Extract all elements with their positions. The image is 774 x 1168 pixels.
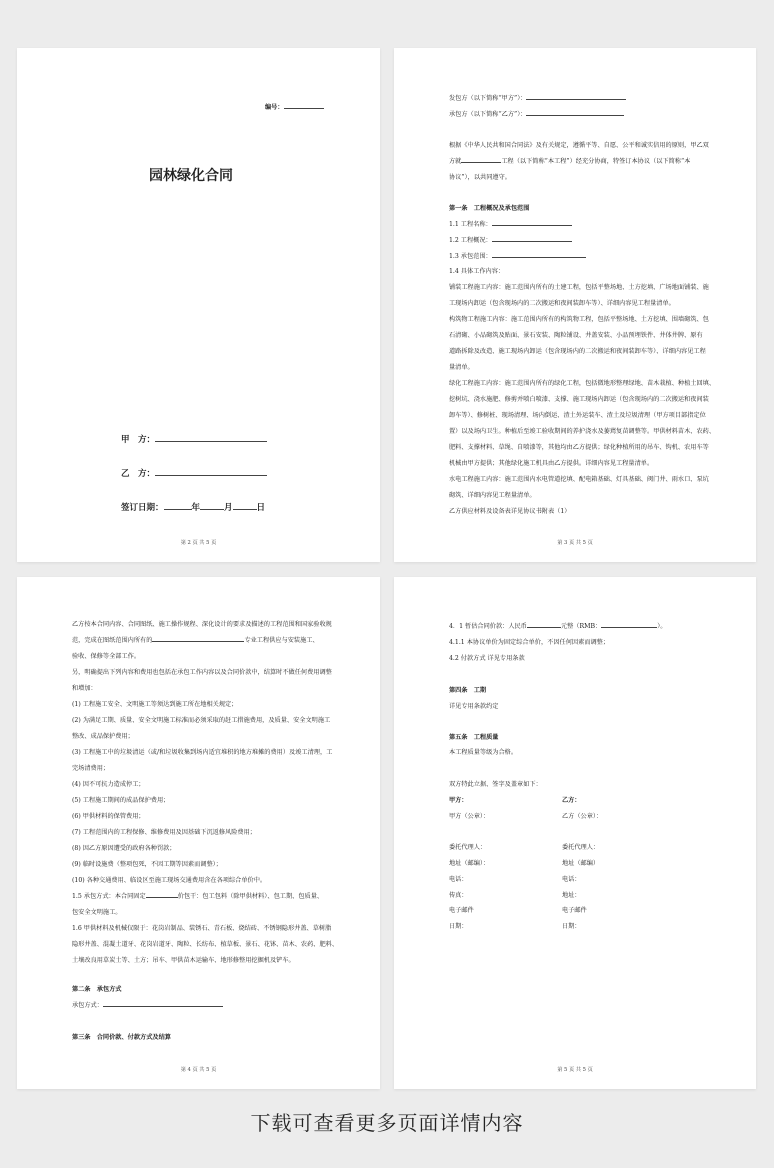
party-b-field: 电话：: [562, 876, 581, 883]
included-item: (7) 工程范围内的工程保修、维修费用及因基础下沉返修风险费用；: [72, 829, 256, 836]
employer-row: [449, 93, 626, 102]
item-1-2-row: [449, 235, 572, 244]
contractor-label: 承包方（以下简称“乙方”）：: [449, 111, 527, 118]
party-a-field: 日期：: [449, 923, 468, 930]
included-item: (6) 甲供材料的保管费用；: [72, 813, 145, 820]
page-3-footer: 第 3 页 共 5 页: [557, 540, 593, 546]
article-4-body: 详见专用条款约定: [449, 703, 499, 710]
party-b-heading: 乙方：: [562, 797, 581, 804]
party-b-blank: [155, 475, 267, 476]
party-b-field: 地址：: [562, 892, 581, 899]
contract-number-blank: [284, 108, 324, 109]
item-1-6-line: 1.6 甲供材料及机械仅限于：花岗岩制品、装锈石、青石板、烧结砖、不锈钢隐形井盖、草树脂: [72, 925, 332, 932]
sign-intro: 双方特此立据、签字及盖章如下：: [449, 781, 542, 788]
paving-line: 工现场内卸运（包含现场内的二次搬运和夜间装卸车等）、详细内容见工程量清单。: [449, 300, 675, 307]
scope-line: 乙方按本合同内容、合同图纸、施工操作规程、深化设计的要求及描述的工程范围和国家验收规: [72, 621, 332, 628]
included-line: 和增加：: [72, 685, 97, 692]
included-item: 完场清费用；: [72, 765, 110, 772]
employer-blank: [526, 99, 626, 100]
article-3-title: 第三条 合同价款、付款方式及结算: [72, 1034, 171, 1041]
party-a-row: [121, 433, 267, 445]
preamble-2b: 工程（以下简称“本工程”）经充分协商，特签订本协议（以下简称“本: [501, 158, 691, 165]
supply-line: 乙方供应材料及设备表详见协议书附表（1）: [449, 508, 571, 515]
item-1-1-blank: [492, 225, 572, 226]
party-b-field: 日期：: [562, 923, 581, 930]
item-1-1-label: 1.1 工程名称：: [449, 221, 492, 228]
item-4-1-line: [449, 621, 666, 630]
item-1-5-line: [72, 891, 323, 900]
contractor-row: [449, 109, 624, 118]
structure-line: 道路拆除及改造、施工现场内卸运（包含现场内的二次搬运和夜间装卸车等）、详细内容见工程: [449, 348, 706, 355]
year-blank: [164, 509, 192, 510]
party-b-row: [121, 467, 267, 479]
contract-title: 园林绿化合同: [149, 168, 233, 184]
item-1-1-row: [449, 219, 572, 228]
scope-line: [72, 635, 319, 644]
party-a-heading: 甲方：: [449, 797, 468, 804]
preamble-line-3: 协议”），以共同遵守。: [449, 174, 511, 181]
greening-line: 挖树坑、浇水施肥、修剪并喷白喷漆、支撑、施工现场内卸运（包含现场内的二次搬运和夜间装: [449, 396, 709, 403]
greening-line: 卸车等）、修树桩、现场清理、场内倒运、渣土外运装车、渣土及垃圾清理（甲方项目部指定位: [449, 412, 706, 419]
sign-date-label: 签订日期：: [121, 503, 164, 513]
included-item: (1) 工程施工安全、文明施工等须达到施工所在地相关规定；: [72, 701, 238, 708]
item-1-2-label: 1.2 工程概况：: [449, 237, 492, 244]
included-item: (9) 临时设施费（整项包死，不因工期等因素而调整）；: [72, 861, 222, 868]
item-1-6-line: 土壤改良用草炭土等、土方；吊车、甲供苗木运输车、地形修整用挖掘机及铲车。: [72, 957, 295, 964]
amount-rmb-blank: [601, 627, 657, 628]
included-item: (10) 各种交通费用、临设区至施工现场交通费用含在各项综合单价中。: [72, 877, 267, 884]
page-5: [394, 577, 756, 1089]
sign-date-row: [121, 501, 265, 513]
party-b-field: 地址（邮编）: [562, 860, 600, 867]
contractor-blank: [526, 115, 624, 116]
article-5-body: 本工程质量等级为合格。: [449, 749, 518, 756]
article-5-title: 第五条 工程质量: [449, 734, 499, 741]
included-item: (2) 为满足工期、质量、安全文明施工标准而必须采取的赶工措施费用，及质量、安全文明施工: [72, 717, 331, 724]
included-item: 整改、成品保护费用；: [72, 733, 134, 740]
party-a-blank: [155, 441, 267, 442]
included-item: (5) 工程施工期间的成品保护费用；: [72, 797, 170, 804]
party-a-field: 委托代理人：: [449, 844, 487, 851]
item-4-2: 4.2 付款方式 详见专用条款: [449, 655, 525, 662]
contract-method-row: [72, 1000, 223, 1009]
water-line: 砌筑、详细内容见工程量清单。: [449, 492, 536, 499]
contract-number-row: [265, 105, 324, 111]
amount-cn-blank: [527, 627, 561, 628]
preamble-line-1: 根据《中华人民共和国合同法》及有关规定，遵循平等、自愿、公平和诚实信用的原则，甲乙双: [449, 142, 709, 149]
greening-line: 机械由甲方提供；其他绿化施工机具由乙方提供。详细内容见工程量清单。: [449, 460, 654, 467]
party-a-field: 地址（邮编）：: [449, 860, 490, 867]
party-a-field: 电子邮件: [449, 907, 474, 914]
party-a-seal: 甲方（公章）：: [449, 813, 490, 820]
structure-line: 石清砌、小品砌筑及贴面、景石安装、陶粒铺设、井盖安装、小品预埋铁件、井体井牌、原有: [449, 332, 703, 339]
party-b-seal: 乙方（公章）：: [562, 813, 603, 820]
included-item: (3) 工程施工中的垃圾清运（或/和垃圾收集到场内适宜堆积的地方堆摊的费用）及竣工清理，工: [72, 749, 333, 756]
item-1-3-label: 1.3 承包范围：: [449, 253, 492, 260]
scope-blank: [152, 641, 244, 642]
preamble-2a: 方就: [449, 158, 462, 165]
item-4-1-1: 4.1.1 本协议单价为固定综合单价，不因任何因素而调整；: [449, 639, 610, 646]
project-name-blank: [461, 162, 501, 163]
month-label: 月: [224, 503, 233, 513]
scope-text-b: 专业工程供应与安装施工、: [244, 637, 319, 644]
water-line: 水电工程施工内容：施工范围内水电管道挖填、配电箱基础、灯具基础、阀门井、雨水口、泵坑: [449, 476, 709, 483]
item-1-3-row: [449, 251, 586, 260]
year-label: 年: [191, 503, 201, 513]
scope-line: 验收、保修等全部工作。: [72, 653, 141, 660]
item-1-5-blank: [146, 897, 178, 898]
item-1-6-line: 隐形井盖、混凝土道牙、花岗岩道牙、陶粒、长纺布、植草板、景石、花钵、苗木、农药、肥料、: [72, 941, 339, 948]
item-4-1-a: 4．1 暂估合同价款：人民币: [449, 623, 527, 630]
employer-label: 发包方（以下简称“甲方”）：: [449, 95, 527, 102]
item-1-4: 1.4 具体工作内容：: [449, 268, 505, 275]
contract-method-blank: [103, 1006, 223, 1007]
party-a-label: 甲 方：: [121, 435, 156, 445]
included-item: (8) 因乙方原因遭受的政府各种罚款；: [72, 845, 176, 852]
item-1-5-line: 包安全文明施工。: [72, 909, 122, 916]
party-b-field: 委托代理人：: [562, 844, 600, 851]
item-1-5-b: 价包干：包工包料（除甲供材料）、包工期、包质量、: [177, 893, 324, 900]
page-2-cover: [17, 48, 380, 562]
greening-line: 绿化工程施工内容：施工范围内所有的绿化工程，包括微地形整理绿地、苗木栽植、种植土回填、: [449, 380, 716, 387]
included-line: 另，明确提出下列内容和费用也包括在承包工作内容以及合同价款中，结算时不做任何费用调整: [72, 669, 332, 676]
contract-method-label: 承包方式：: [72, 1002, 103, 1009]
greening-line: 置）以及场内卫生。种植后至竣工验收期间的养护浇水及萎蔫复苗调整等。甲供材料苗木、农药、: [449, 428, 716, 435]
download-more-caption: 下载可查看更多页面详情内容: [250, 1111, 524, 1135]
page-5-footer: 第 5 页 共 5 页: [557, 1067, 593, 1073]
page-4: [17, 577, 380, 1089]
scope-text-a: 范，完成在图纸范围内所有的: [72, 637, 153, 644]
item-1-5-a: 1.5 承包方式：本合同固定: [72, 893, 146, 900]
article-1-title: 第一条 工程概况及承包范围: [449, 205, 530, 212]
party-a-field: 传真：: [449, 892, 468, 899]
article-2-title: 第二条 承包方式: [72, 986, 122, 993]
item-1-3-blank: [492, 257, 586, 258]
page-3: [394, 48, 756, 562]
item-4-1-b: 元整（RMB：: [560, 623, 602, 630]
page-4-footer: 第 4 页 共 5 页: [180, 1067, 217, 1073]
item-1-2-blank: [492, 241, 572, 242]
party-a-field: 电话：: [449, 876, 468, 883]
structure-line: 构筑物工程施工内容：施工范围内所有的构筑物工程，包括平整场地、土方挖填、围墙砌筑、包: [449, 316, 709, 323]
structure-line: 量清单。: [449, 364, 474, 371]
party-b-label: 乙 方：: [121, 469, 156, 479]
contract-number-label: 编号：: [265, 104, 284, 111]
month-blank: [200, 509, 224, 510]
item-4-1-c: ）。: [657, 623, 667, 630]
article-4-title: 第四条 工期: [449, 687, 487, 694]
day-label: 日: [256, 503, 266, 513]
greening-line: 肥料、支撑材料、草绳、自喷漆等，其他均由乙方提供；绿化种植所用的吊车、钩机、农用车等: [449, 444, 709, 451]
page-2-footer: 第 2 页 共 5 页: [180, 540, 217, 546]
party-b-field: 电子邮件: [562, 907, 587, 914]
day-blank: [233, 509, 257, 510]
included-item: (4) 因不可抗力造成停工；: [72, 781, 145, 788]
paving-line: 铺装工程施工内容：施工范围内所有的土建工程，包括平整场地、土方挖填、广场地面铺装、施: [449, 284, 709, 291]
preamble-line-2: [449, 156, 690, 165]
